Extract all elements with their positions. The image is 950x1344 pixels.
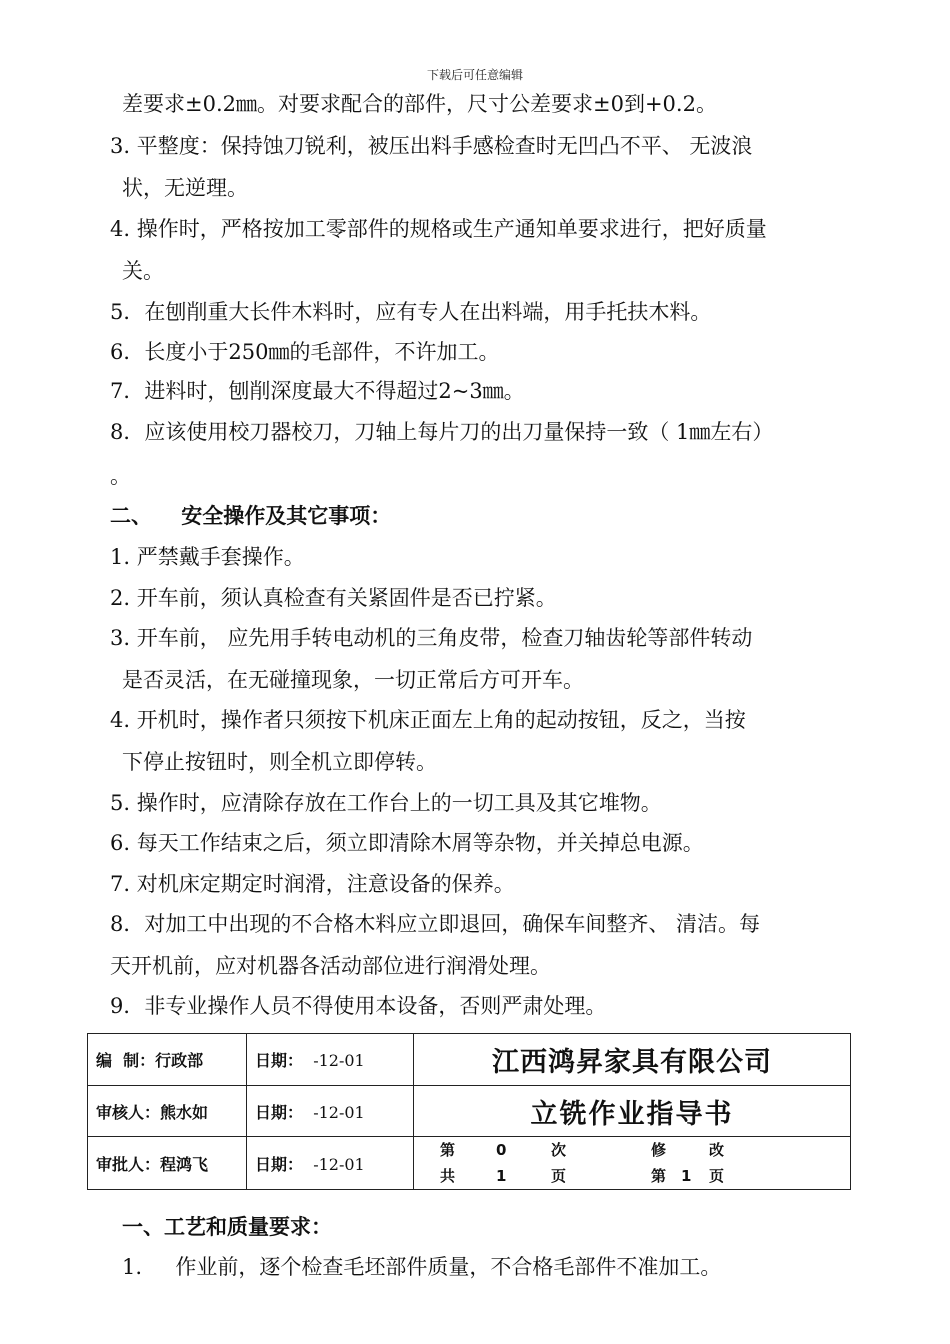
company-name: 江西鸿昇家具有限公司: [414, 1034, 851, 1086]
revision-line: [440, 1137, 842, 1163]
date-label: 日期：: [255, 1154, 304, 1174]
rev-text: 修: [651, 1141, 667, 1159]
rev-text: 第: [440, 1141, 456, 1159]
rev-text: 0: [496, 1141, 507, 1159]
safety-line: 4. 开机时，操作者只须按下机床正面左上角的起动按钮，反之，当按: [110, 708, 746, 732]
rev-text: 1: [496, 1167, 507, 1185]
approver-cell: 审批人：程鸿飞: [88, 1137, 247, 1190]
rev-text: 页: [709, 1167, 725, 1185]
safety-line: 2. 开车前，须认真检查有关紧固件是否已拧紧。: [110, 586, 557, 610]
rev-text: 页: [551, 1167, 567, 1185]
rev-text: 第: [651, 1167, 667, 1185]
document-title: 立铣作业指导书: [414, 1086, 851, 1137]
section-heading-safety: 二、 安全操作及其它事项：: [110, 504, 392, 528]
date-label: 日期：: [255, 1051, 304, 1070]
text-line: 8．应该使用校刀器校刀，刀轴上每片刀的出刀量保持一致（ 1㎜左右）: [110, 420, 774, 444]
safety-line: 1. 严禁戴手套操作。: [110, 545, 305, 569]
header-note: 下载后可任意编辑: [426, 68, 523, 82]
safety-line: 6. 每天工作结束之后，须立即清除木屑等杂物，并关掉总电源。: [110, 831, 704, 855]
safety-line: 天开机前，应对机器各活动部位进行润滑处理。: [110, 954, 551, 978]
safety-line: 是否灵活，在无碰撞现象，一切正常后方可开车。: [122, 668, 584, 692]
text-line: 状，无逆理。: [122, 176, 248, 200]
safety-line: 7. 对机床定期定时润滑，注意设备的保养。: [110, 872, 515, 896]
date-value: -12-01: [313, 1051, 365, 1070]
section-heading-process: 一、工艺和质量要求：: [122, 1215, 332, 1239]
rev-text: 次: [551, 1141, 567, 1159]
safety-line: 9．非专业操作人员不得使用本设备，否则严肃处理。: [110, 994, 607, 1018]
text-line: 7．进料时，刨削深度最大不得超过2~3㎜。: [110, 379, 525, 403]
date-cell: [247, 1137, 414, 1190]
text-line: 。: [110, 464, 131, 488]
text-line: 5．在刨削重大长件木料时，应有专人在出料端，用手托扶木料。: [110, 300, 712, 324]
text-line: 4. 操作时，严格按加工零部件的规格或生产通知单要求进行，把好质量: [110, 217, 767, 241]
safety-line: 下停止按钮时，则全机立即停转。: [122, 750, 437, 774]
reviewer-cell: 审核人：熊水如: [88, 1086, 247, 1137]
text-line: 3. 平整度：保持蚀刀锐利，被压出料手感检查时无凹凸不平、 无波浪: [110, 134, 753, 158]
rev-text: 1: [681, 1167, 692, 1185]
rev-text: 改: [709, 1141, 725, 1159]
date-label: 日期：: [255, 1102, 304, 1122]
text-line: 关。: [122, 259, 164, 283]
date-cell: [247, 1034, 414, 1086]
date-cell: [247, 1086, 414, 1137]
compiler-cell: 编 制：行政部: [88, 1034, 247, 1086]
text-line: 6．长度小于250㎜的毛部件，不许加工。: [110, 340, 500, 364]
document-info-table: [87, 1033, 851, 1190]
date-value: -12-01: [313, 1102, 365, 1122]
safety-line: 8．对加工中出现的不合格木料应立即退回，确保车间整齐、 清洁。每: [110, 912, 761, 936]
date-value: -12-01: [313, 1154, 365, 1174]
page-count-line: [440, 1163, 842, 1189]
revision-info: [414, 1137, 851, 1190]
text-line: 差要求±0.2㎜。对要求配合的部件，尺寸公差要求±0到+0.2。: [122, 92, 717, 116]
rev-text: 共: [440, 1167, 456, 1185]
safety-line: 3. 开车前， 应先用手转电动机的三角皮带，检查刀轴齿轮等部件转动: [110, 626, 753, 650]
process-item: 1. 作业前，逐个检查毛坯部件质量，不合格毛部件不准加工。: [122, 1255, 722, 1279]
safety-line: 5. 操作时，应清除存放在工作台上的一切工具及其它堆物。: [110, 791, 662, 815]
